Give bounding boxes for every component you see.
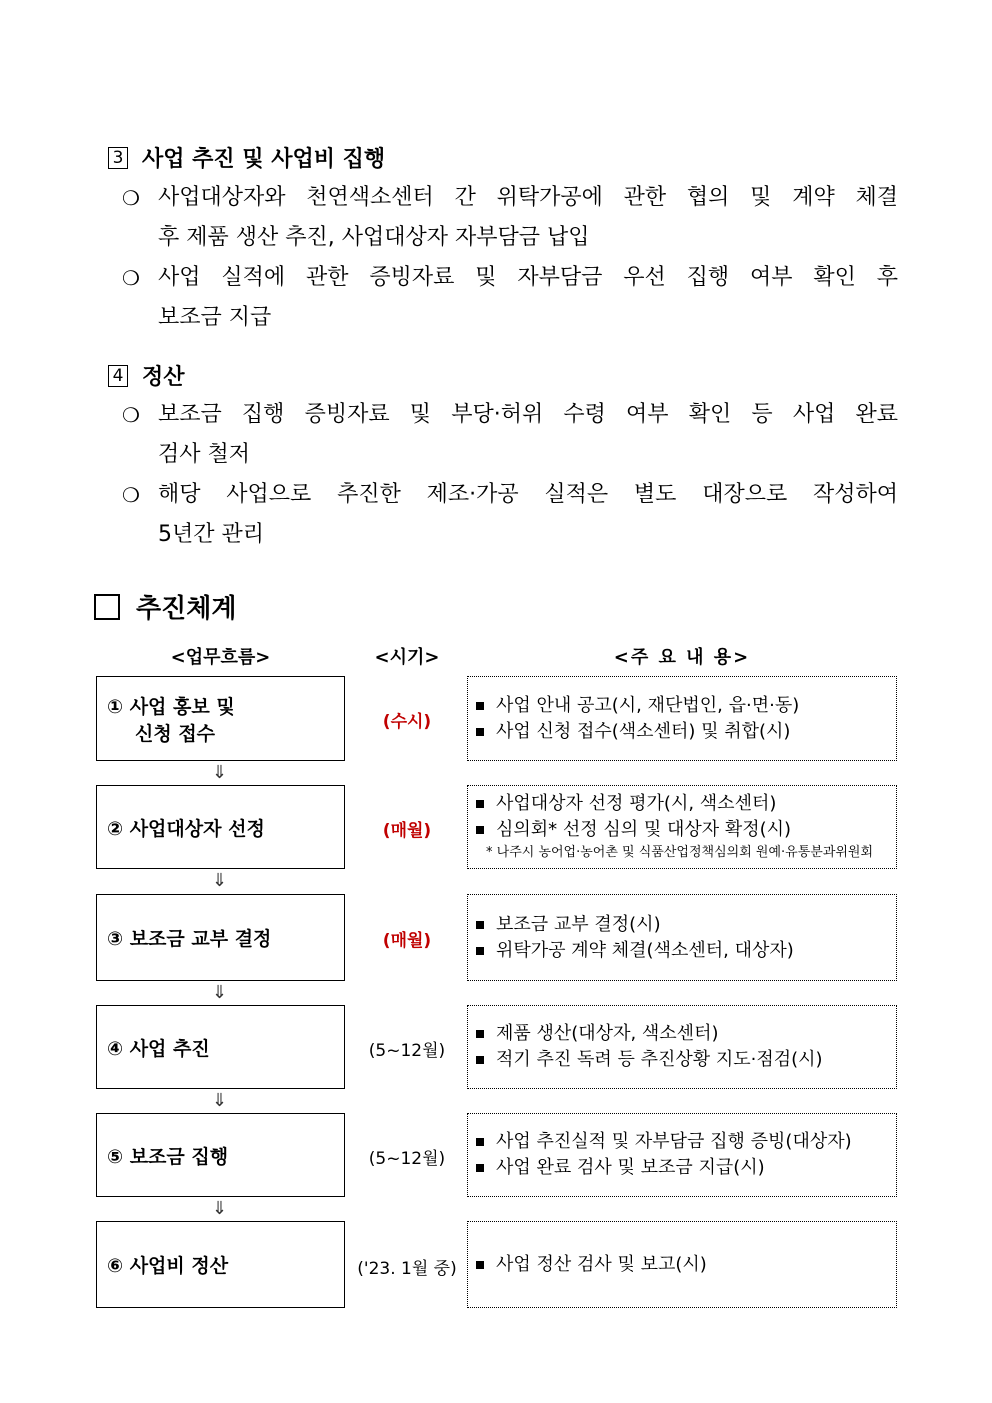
step-timing: (수시) xyxy=(382,712,432,732)
down-arrow-icon: ⇓ xyxy=(212,870,228,891)
column-header-flow: <업무흐름> xyxy=(170,647,271,668)
system-heading xyxy=(94,588,236,625)
detail-item: 적기 추진 독려 등 추진상황 지도·점검(시) xyxy=(476,1047,896,1073)
square-icon xyxy=(94,594,120,620)
step-label: ② 사업대상자 선정 xyxy=(107,817,265,840)
detail-item: 사업 정산 검사 및 보고(시) xyxy=(476,1252,896,1278)
step-detail-box xyxy=(467,1005,897,1089)
step-label: ⑥ 사업비 정산 xyxy=(107,1255,229,1277)
step-label: ③ 보조금 교부 결정 xyxy=(107,928,272,950)
bullet-item xyxy=(122,395,902,475)
bullet-item xyxy=(122,475,902,555)
square-bullet-icon xyxy=(476,1261,484,1269)
detail-item: 사업 완료 검사 및 보조금 지급(시) xyxy=(476,1155,896,1181)
flow-step-3 xyxy=(96,894,345,981)
step-detail-box xyxy=(467,894,897,981)
down-arrow-icon: ⇓ xyxy=(212,1090,228,1111)
section-title: 사업 추진 및 사업비 집행 xyxy=(142,147,386,172)
section-title: 정산 xyxy=(142,365,185,390)
column-header-timing: <시기> xyxy=(374,647,440,668)
bullet-text-line1: 보조금 집행 증빙자료 및 부당·허위 수령 여부 확인 등 사업 완료 xyxy=(158,402,898,427)
bullet-item xyxy=(122,178,902,258)
bullet-text-line1: 해당 사업으로 추진한 제조·가공 실적은 별도 대장으로 작성하여 xyxy=(158,482,898,507)
detail-item: 사업 추진실적 및 자부담금 집행 증빙(대상자) xyxy=(476,1129,896,1155)
section-3-heading xyxy=(108,142,385,173)
square-bullet-icon xyxy=(476,1138,484,1146)
square-bullet-icon xyxy=(476,826,484,834)
square-bullet-icon xyxy=(476,800,484,808)
square-bullet-icon xyxy=(476,728,484,736)
flow-step-5 xyxy=(96,1113,345,1197)
square-bullet-icon xyxy=(476,702,484,710)
step-label: ⑤ 보조금 집행 xyxy=(107,1145,229,1168)
bullet-text-line1: 사업대상자와 천연색소센터 간 위탁가공에 관한 협의 및 계약 체결 xyxy=(158,185,898,210)
bullet-text-line2: 검사 철저 xyxy=(158,442,251,467)
detail-footnote: * 나주시 농어업·농어촌 및 식품산업정책심의회 원예·유통분과위원회 xyxy=(486,845,874,860)
step-label: ① 사업 홍보 및 xyxy=(107,695,235,718)
circle-bullet-icon: ❍ xyxy=(122,483,140,507)
circle-bullet-icon: ❍ xyxy=(122,403,140,427)
step-label: ④ 사업 추진 xyxy=(107,1037,210,1060)
detail-item: 제품 생산(대상자, 색소센터) xyxy=(476,1021,896,1047)
detail-item: 사업 안내 공고(시, 재단법인, 읍·면·동) xyxy=(476,693,896,719)
detail-item: 심의회* 선정 심의 및 대상자 확정(시) xyxy=(476,817,896,843)
flow-step-6 xyxy=(96,1221,345,1308)
square-bullet-icon xyxy=(476,1164,484,1172)
bullet-item xyxy=(122,258,902,338)
square-bullet-icon xyxy=(476,1030,484,1038)
flow-step-1 xyxy=(96,676,345,761)
detail-item: 위탁가공 계약 체결(색소센터, 대상자) xyxy=(476,938,896,964)
down-arrow-icon: ⇓ xyxy=(212,1198,228,1219)
bullet-text-line1: 사업 실적에 관한 증빙자료 및 자부담금 우선 집행 여부 확인 후 xyxy=(158,265,898,290)
circle-bullet-icon: ❍ xyxy=(122,186,140,210)
step-timing: (매월) xyxy=(382,931,432,951)
bullet-text-line2: 5년간 관리 xyxy=(158,522,264,547)
step-label-line2: 신청 접수 xyxy=(135,722,216,745)
step-timing: (5~12월) xyxy=(368,1149,446,1169)
step-timing: (5~12월) xyxy=(368,1041,446,1061)
square-bullet-icon xyxy=(476,947,484,955)
flow-step-2 xyxy=(96,785,345,869)
square-bullet-icon xyxy=(476,1056,484,1064)
bullet-text-line2: 후 제품 생산 추진, 사업대상자 자부담금 납입 xyxy=(158,225,590,250)
detail-item: 사업 신청 접수(색소센터) 및 취합(시) xyxy=(476,719,896,745)
step-detail-box xyxy=(467,785,897,869)
detail-item: 사업대상자 선정 평가(시, 색소센터) xyxy=(476,791,896,817)
bullet-text-line2: 보조금 지급 xyxy=(158,305,272,330)
flow-step-4 xyxy=(96,1005,345,1089)
down-arrow-icon: ⇓ xyxy=(212,982,228,1003)
section-number: 4 xyxy=(108,365,128,387)
down-arrow-icon: ⇓ xyxy=(212,762,228,783)
section-4-heading xyxy=(108,360,185,391)
step-detail-box xyxy=(467,1221,897,1308)
step-detail-box xyxy=(467,1113,897,1197)
system-title: 추진체계 xyxy=(136,594,237,624)
detail-item: 보조금 교부 결정(시) xyxy=(476,912,896,938)
step-timing: (매월) xyxy=(382,821,432,841)
section-number: 3 xyxy=(108,147,128,169)
step-timing: ('23. 1월 중) xyxy=(357,1259,457,1279)
circle-bullet-icon: ❍ xyxy=(122,266,140,290)
column-header-content: <주 요 내 용> xyxy=(613,647,751,668)
step-detail-box xyxy=(467,676,897,761)
square-bullet-icon xyxy=(476,921,484,929)
